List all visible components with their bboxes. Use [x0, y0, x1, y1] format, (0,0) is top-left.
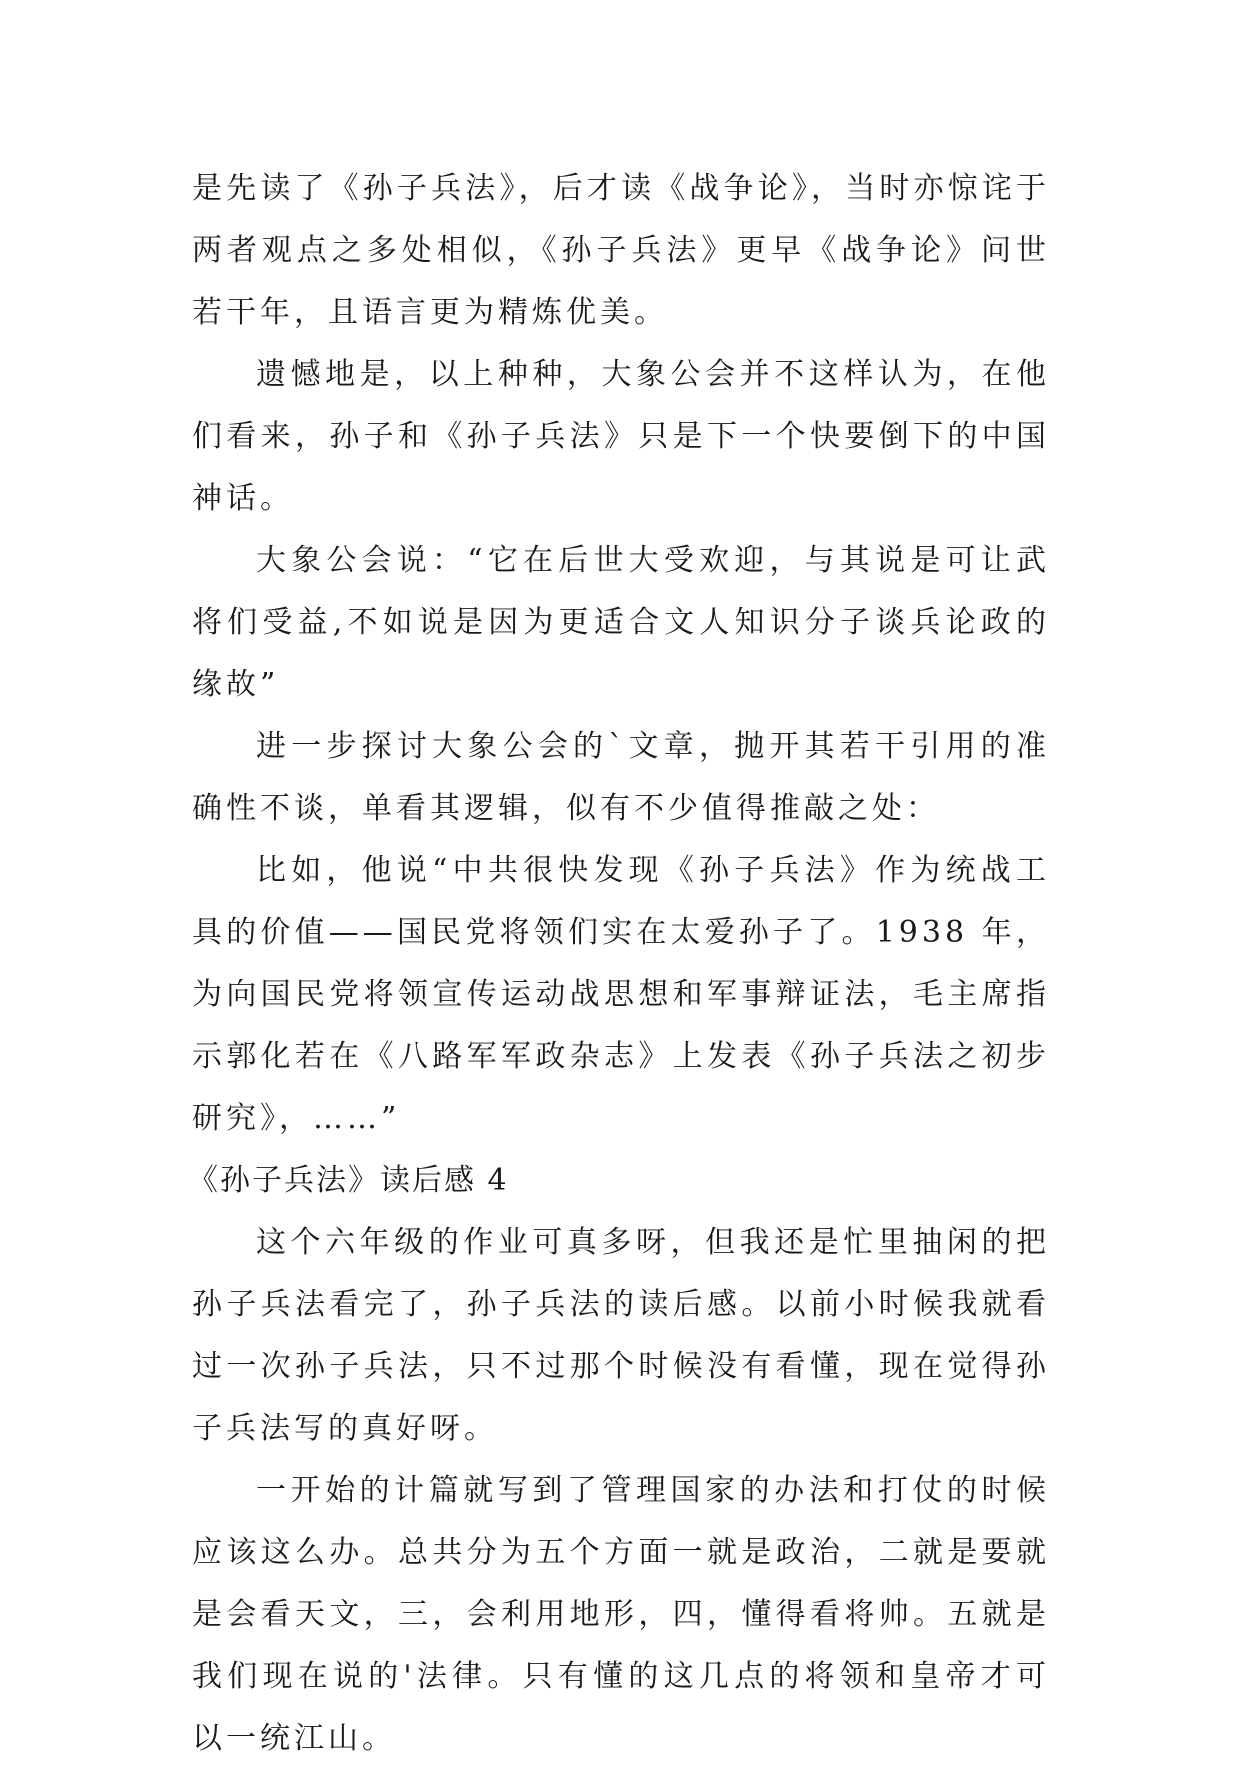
paragraph-homework: 这个六年级的作业可真多呀，但我还是忙里抽闲的把孙子兵法看完了，孙子兵法的读后感。以前小时候我就看过一次孙子兵法，只不过那个时候没有看懂，现在觉得孙子兵法写的真好呀。 — [192, 1225, 1050, 1446]
paragraph-quote: 大象公会说：“它在后世大受欢迎，与其说是可让武将们受益,不如说是因为更适合文人知识分子谈兵论政的缘故” — [192, 543, 1050, 702]
paragraph-chapter-one: 一开始的计篇就写到了管理国家的办法和打仗的时候应该这么办。总共分为五个方面一就是政治，二就是要就是会看天文，三，会利用地形，四，懂得看将帅。五就是我们现在说的'法律。只有懂的这几点的将领和皇帝才可以一统江山。 — [192, 1473, 1050, 1756]
paragraph-example: 比如，他说“中共很快发现《孙子兵法》作为统战工具的价值——国民党将领们实在太爱孙子了。1938 年，为向国民党将领宣传运动战思想和军事辩证法，毛主席指示郭化若在《八路军军政杂志》上发表《孙子兵法之初步研究》，……” — [192, 853, 1050, 1136]
paragraph-discussion: 进一步探讨大象公会的`文章，抛开其若干引用的准确性不谈，单看其逻辑，似有不少值得推敲之处： — [192, 729, 1050, 826]
document-page — [188, 158, 1050, 1770]
paragraph-regret: 遗憾地是，以上种种，大象公会并不这样认为，在他们看来，孙子和《孙子兵法》只是下一个快要倒下的中国神话。 — [192, 357, 1050, 516]
paragraph-continued: 是先读了《孙子兵法》，后才读《战争论》，当时亦惊诧于两者观点之多处相似，《孙子兵法》更早《战争论》问世若干年，且语言更为精炼优美。 — [192, 171, 1050, 330]
section-heading: 《孙子兵法》读后感 4 — [188, 1163, 509, 1198]
